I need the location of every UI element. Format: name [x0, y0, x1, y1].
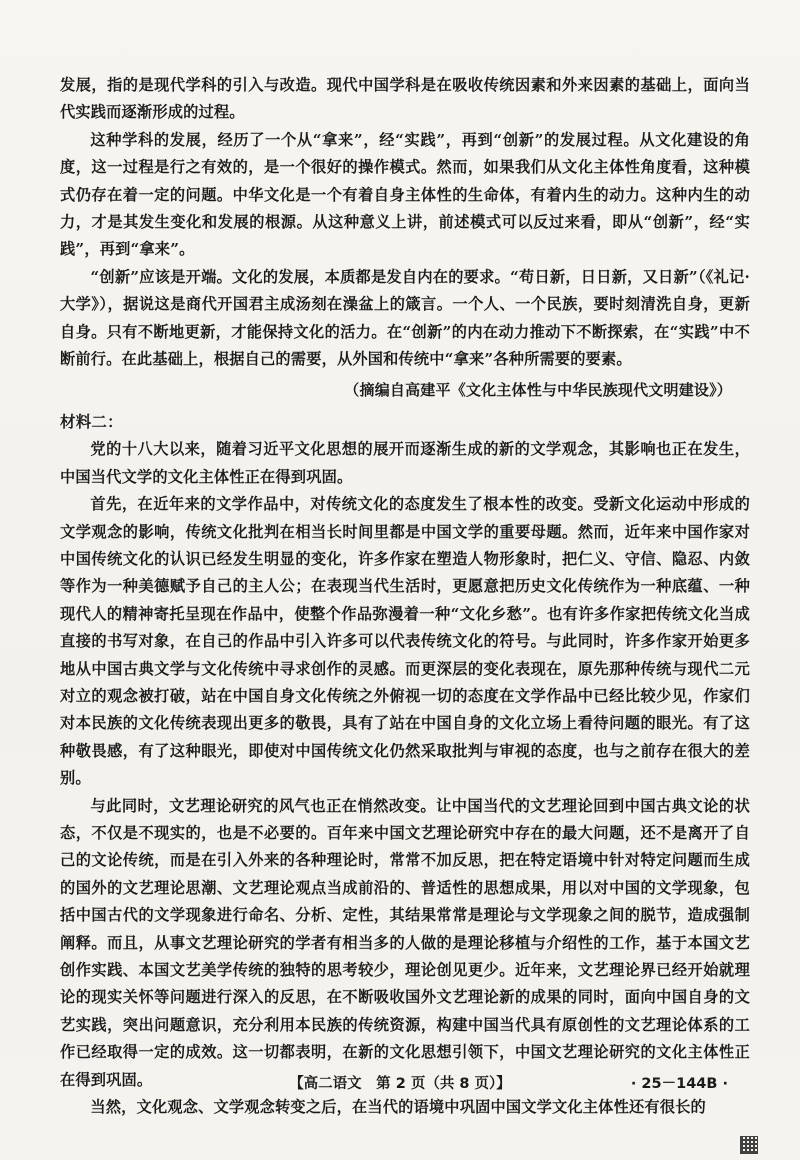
paragraph-6: 与此同时，文艺理论研究的风气也正在悄然改变。让中国当代的文艺理论回到中国古典文论的状态，不仅是不现实的，也是不必要的。百年来中国文艺理论研究中存在的最大问题，还不是离开了自己的文论传统，而是在引入外来的各种理论时，常常不加反思，把在特定语境中针对特定问题而生成的国外的文艺理论思潮、文艺理论观点当成前沿的、普适性的思想成果，用以对中国的文学现象，包括中国古代的文学现象进行命名、分析、定性，其结果常常是理论与文学现象之间的脱节，造成强制阐释。而且，从事文艺理论研究的学者有相当多的人做的是理论移植与介绍性的工作，基于本国文艺创作实践、本国文艺美学传统的独特的思考较少，理论创见更少。近年来，文艺理论界已经开始就理论的现实关怀等问题进行深入的反思，在不断吸收国外文艺理论新的成果的同时，面向中国自身的文艺实践，突出问题意识，充分利用本民族的传统资源，构建中国当代具有原创性的文艺理论体系的工作已经取得一定的成效。这一切都表明，在新的文化思想引领下，中国文艺理论研究的文化主体性正在得到巩固。 [60, 796, 750, 1089]
paragraph-5: 首先，在近年来的文学作品中，对传统文化的态度发生了根本性的改变。受新文化运动中形成的文学观念的影响，传统文化批判在相当长时间里都是中国文学的重要母题。然而，近年来中国作家对中国传统文化的认识已经发生明显的变化，许多作家在塑造人物形象时，把仁义、守信、隐忍、内敛等作为一种美德赋予自己的主人公；在表现当代生活时，更愿意把历史文化传统作为一种底蕴、一种现代人的精神寄托呈现在作品中，使整个作品弥漫着一种“文化乡愁”。也有许多作家把传统文化当成直接的书写对象，在自己的作品中引入许多可以代表传统文化的符号。与此同时，许多作家开始更多地从中国古典文学与文化传统中寻求创作的灵感。而更深层的变化表现在，原先那种传统与现代二元对立的观念被打破，站在中国自身文化传统之外俯视一切的态度在文学作品中已经比较少见，作家们对本民族的文化传统表现出更多的敬畏，具有了站在中国自身的文化立场上看待问题的眼光。有了这种敬畏感，有了这种眼光，即使对中国传统文化仍然采取批判与审视的态度，也与之前存在很大的差别。 [60, 495, 750, 788]
qr-code-icon [740, 1136, 758, 1154]
paragraph-3: “创新”应该是开端。文化的发展，本质都是发自内在的要求。“苟日新，日日新，又日新”（《礼记·大学》），据说这是商代开国君主成汤刻在澡盆上的箴言。一个人、一个民族，要时刻清洗自身，更新自身。只有不断地更新，才能保持文化的活力。在“创新”的内在动力推动下不断探索，在“实践”中不断前行。在此基础上，根据自己的需要，从外国和传统中“拿来”各种所需要的要素。 [60, 267, 750, 369]
page-footer [0, 1068, 800, 1098]
source-citation: （摘编自高建平《文化主体性与中华民族现代文明建设》） [344, 381, 732, 400]
paragraph-2: 这种学科的发展，经历了一个从“拿来”，经“实践”，再到“创新”的发展过程。从文化建设的角度，这一过程是行之有效的，是一个很好的操作模式。然而，如果我们从文化主体性角度看，这种模式仍存在着一定的问题。中华文化是一个有着自身主体性的生命体，有着内生的动力。这种内生的动力，才是其发生变化和发展的根源。从这种意义上讲，前述模式可以反过来看，即从“创新”，经“实践”，再到“拿来”。 [60, 130, 750, 259]
paragraph-1: 发展，指的是现代学科的引入与改造。现代中国学科是在吸收传统因素和外来因素的基础上，面向当代实践而逐渐形成的过程。 [60, 76, 750, 122]
paragraph-4: 党的十八大以来，随着习近平文化思想的展开而逐渐生成的新的文学观念，其影响也正在发生，中国当代文学的文化主体性正在得到巩固。 [60, 440, 750, 486]
exam-code: · 25－144B · [630, 1076, 728, 1092]
paragraph-7: 当然，文化观念、文学观念转变之后，在当代的语境中巩固中国文学文化主体性还有很长的 [90, 1098, 706, 1117]
material-heading: 材料二： [60, 412, 123, 431]
article-body [60, 72, 750, 1121]
page-number-info: 【高二语文 第 2 页（共 8 页）】 [289, 1076, 511, 1092]
